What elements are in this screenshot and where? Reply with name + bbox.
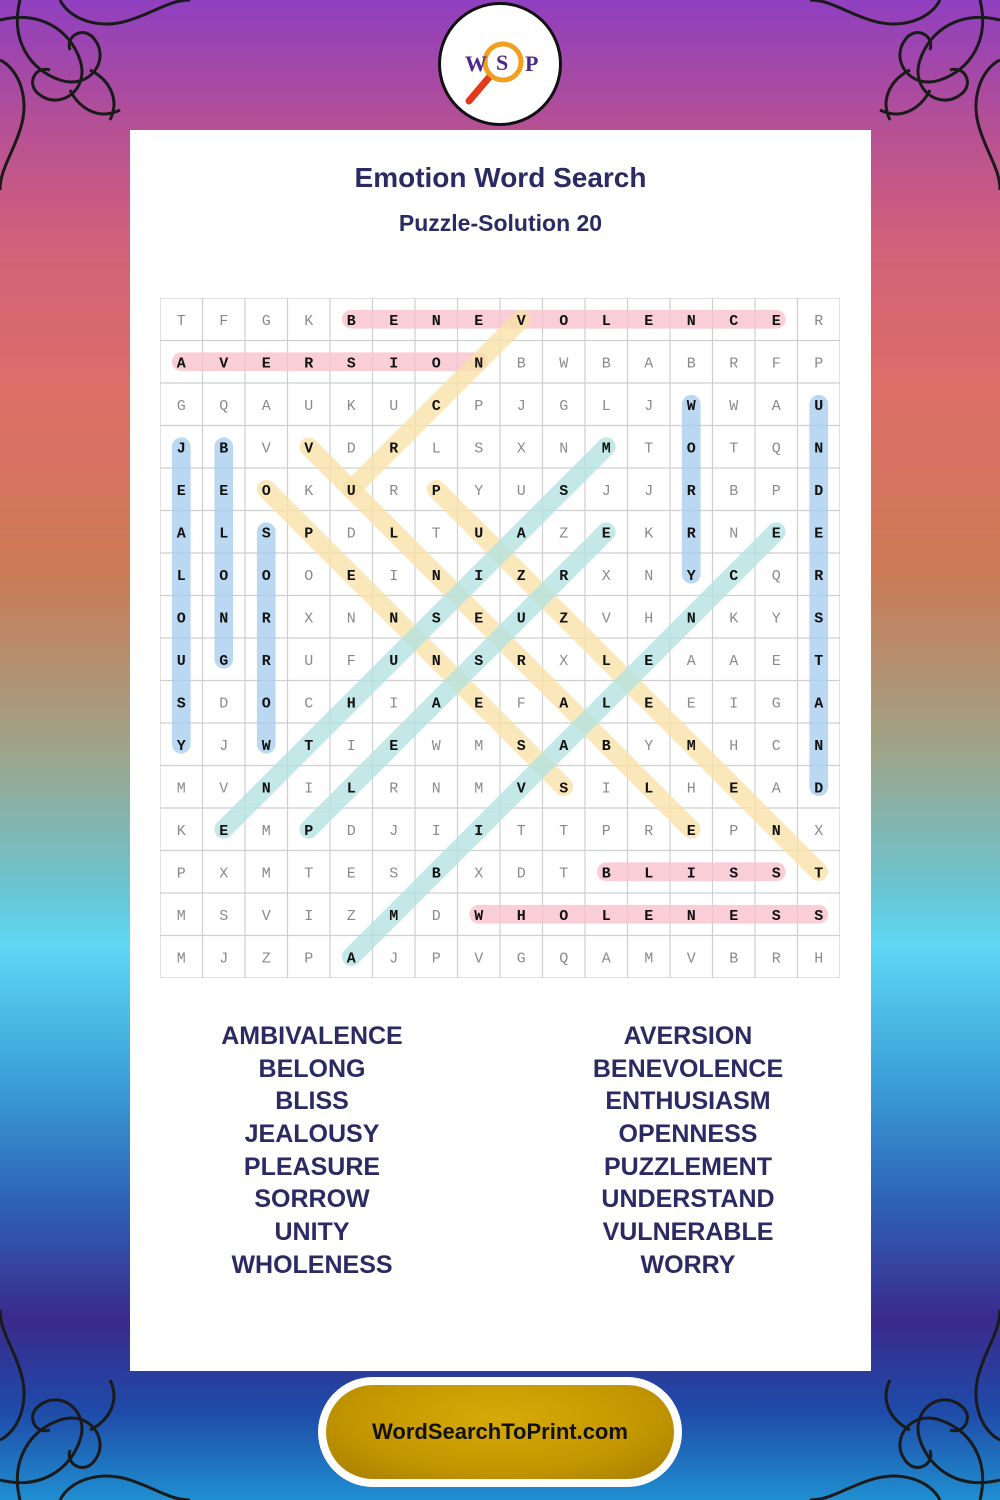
grid-letter: M [601, 440, 611, 458]
grid-letter: B [219, 440, 229, 458]
grid-letter: S [814, 610, 824, 628]
grid-letter: L [176, 567, 186, 585]
grid-letter: A [261, 397, 271, 415]
grid-letter: Y [771, 610, 781, 628]
grid-letter: D [516, 865, 526, 883]
grid-letter: D [346, 440, 356, 458]
grid-letter: T [304, 865, 314, 883]
grid-letter: X [474, 865, 484, 883]
grid-letter: A [516, 525, 526, 543]
grid-letter: J [219, 737, 229, 755]
grid-letter: S [474, 440, 484, 458]
footer-pill [318, 1377, 682, 1487]
grid-letter: L [644, 865, 654, 883]
grid-letter: A [771, 397, 781, 415]
grid-letter: I [346, 737, 356, 755]
grid-letter: L [346, 780, 356, 798]
word-list-item: AVERSION [623, 1022, 753, 1050]
grid-letter: J [644, 397, 654, 415]
grid-letter: R [771, 950, 781, 968]
grid-letter: A [771, 780, 781, 798]
grid-letter: J [601, 482, 611, 500]
grid-letter: M [176, 950, 186, 968]
grid-letter: B [729, 482, 739, 500]
word-search-grid [160, 298, 840, 978]
word-list-item: WORRY [640, 1250, 736, 1279]
grid-letter: W [431, 737, 441, 755]
grid-letter: E [261, 355, 271, 373]
word-list-item: WHOLENESS [231, 1250, 393, 1279]
page-subtitle: Puzzle-Solution 20 [398, 210, 603, 236]
grid-letter: M [474, 737, 484, 755]
grid-letter: E [389, 737, 399, 755]
grid-letter: R [516, 652, 526, 670]
grid-letter: X [304, 610, 314, 628]
grid-letter: N [431, 652, 441, 670]
grid-letter: E [814, 525, 824, 543]
grid-letter: O [261, 567, 271, 585]
grid-letter: N [814, 737, 824, 755]
grid-letter: P [431, 482, 441, 500]
grid-letter: X [601, 567, 611, 585]
grid-letter: E [474, 312, 484, 330]
grid-letter: B [601, 865, 611, 883]
grid-letter: T [729, 440, 739, 458]
grid-letter: E [176, 482, 186, 500]
grid-letter: N [431, 780, 441, 798]
grid-letter: E [686, 822, 696, 840]
grid-letter: Z [261, 950, 271, 968]
grid-letter: R [389, 780, 399, 798]
logo-letter-w: W [465, 51, 487, 76]
grid-letter: N [644, 567, 654, 585]
grid-letter: T [431, 525, 441, 543]
word-list-item: UNITY [274, 1218, 350, 1247]
grid-letter: E [389, 312, 399, 330]
grid-letter: O [431, 355, 441, 373]
grid-letter: F [346, 652, 356, 670]
grid-letter: C [729, 312, 739, 330]
grid-letter: R [559, 567, 569, 585]
word-list-item: PUZZLEMENT [603, 1152, 773, 1181]
grid-letter: H [346, 695, 356, 713]
grid-letter: E [346, 567, 356, 585]
grid-letter: O [559, 907, 569, 925]
word-list-left [122, 1020, 502, 1282]
grid-letter: J [516, 397, 526, 415]
grid-letter: I [686, 865, 696, 883]
grid-letter: L [601, 312, 611, 330]
grid-letter: D [346, 822, 356, 840]
grid-letter: P [729, 822, 739, 840]
grid-letter: S [814, 907, 824, 925]
grid-letter: E [474, 695, 484, 713]
grid-letter: S [176, 695, 186, 713]
grid-letter: W [559, 355, 569, 373]
grid-letter: I [389, 355, 399, 373]
grid-letter: K [304, 312, 314, 330]
grid-letter: V [686, 950, 696, 968]
grid-letter: O [219, 567, 229, 585]
grid-letter: V [516, 780, 526, 798]
grid-letter: C [304, 695, 314, 713]
grid-letter: L [601, 695, 611, 713]
grid-letter: U [346, 482, 356, 500]
grid-letter: I [729, 695, 739, 713]
grid-letter: V [304, 440, 314, 458]
grid-letter: S [559, 780, 569, 798]
grid-letter: P [431, 950, 441, 968]
grid-letter: E [644, 695, 654, 713]
grid-letter: U [814, 397, 824, 415]
grid-letter: S [771, 907, 781, 925]
grid-letter: E [601, 525, 611, 543]
grid-letter: Q [219, 397, 229, 415]
grid-letter: S [559, 482, 569, 500]
grid-letter: I [601, 780, 611, 798]
grid-letter: M [686, 737, 696, 755]
grid-letter: I [304, 907, 314, 925]
grid-letter: N [686, 610, 696, 628]
grid-letter: A [176, 525, 186, 543]
logo-letter-s: S [496, 50, 509, 75]
grid-letter: U [176, 652, 186, 670]
grid-letter: E [729, 780, 739, 798]
grid-letter: P [176, 865, 186, 883]
grid-letter: A [814, 695, 824, 713]
grid-letter: P [304, 822, 314, 840]
grid-letter: S [771, 865, 781, 883]
grid-letter: R [389, 440, 399, 458]
grid-letter: F [771, 355, 781, 373]
grid-letter: A [431, 695, 441, 713]
grid-letter: N [261, 780, 271, 798]
grid-letter: N [431, 567, 441, 585]
grid-letter: X [219, 865, 229, 883]
grid-letter: G [261, 312, 271, 330]
grid-letter: T [304, 737, 314, 755]
grid-letter: O [176, 610, 186, 628]
grid-letter: O [559, 312, 569, 330]
grid-letter: L [601, 397, 611, 415]
grid-letter: L [219, 525, 229, 543]
grid-letter: M [176, 780, 186, 798]
grid-letter: R [814, 312, 824, 330]
grid-letter: O [304, 567, 314, 585]
grid-letter: S [261, 525, 271, 543]
grid-letter: V [601, 610, 611, 628]
grid-letter: Y [176, 737, 186, 755]
grid-letter: R [686, 482, 696, 500]
grid-letter: S [474, 652, 484, 670]
grid-letter: Q [771, 440, 781, 458]
grid-letter: N [729, 525, 739, 543]
grid-letter: N [559, 440, 569, 458]
grid-letter: Z [516, 567, 526, 585]
grid-letter: Q [559, 950, 569, 968]
grid-letter: O [686, 440, 696, 458]
grid-letter: R [814, 567, 824, 585]
grid-letter: R [729, 355, 739, 373]
grid-letter: M [261, 865, 271, 883]
grid-letter: L [601, 652, 611, 670]
grid-letter: W [474, 907, 484, 925]
site-link-button[interactable]: WordSearchToPrint.com [326, 1385, 674, 1479]
word-list-item: PLEASURE [243, 1152, 381, 1181]
grid-letter: N [686, 312, 696, 330]
grid-letter: D [814, 482, 824, 500]
grid-letter: H [516, 907, 526, 925]
grid-letter: T [814, 652, 824, 670]
grid-letter: Y [686, 567, 696, 585]
grid-letter: N [814, 440, 824, 458]
grid-letter: Z [559, 525, 569, 543]
grid-letter: T [559, 822, 569, 840]
grid-letter: D [814, 780, 824, 798]
grid-letter: R [644, 822, 654, 840]
grid-letter: R [304, 355, 314, 373]
grid-letter: B [431, 865, 441, 883]
grid-letter: M [644, 950, 654, 968]
grid-letter: C [771, 737, 781, 755]
grid-letter: B [686, 355, 696, 373]
grid-letter: P [474, 397, 484, 415]
grid-letter: T [814, 865, 824, 883]
grid-letter: V [219, 355, 229, 373]
grid-letter: K [176, 822, 186, 840]
grid-letter: U [474, 525, 484, 543]
word-list-item: VULNERABLE [602, 1218, 774, 1247]
grid-letter: O [261, 482, 271, 500]
grid-letter: G [771, 695, 781, 713]
grid-letter: Y [644, 737, 654, 755]
grid-letter: W [261, 737, 271, 755]
grid-letter: B [729, 950, 739, 968]
grid-letter: N [771, 822, 781, 840]
grid-letter: E [644, 652, 654, 670]
grid-letter: N [686, 907, 696, 925]
grid-letter: U [389, 397, 399, 415]
grid-letter: D [346, 525, 356, 543]
grid-letter: J [219, 950, 229, 968]
grid-letter: E [219, 482, 229, 500]
puzzle-card [130, 130, 871, 1371]
grid-letter: E [644, 312, 654, 330]
grid-letter: Z [346, 907, 356, 925]
grid-letter: V [219, 780, 229, 798]
grid-letter: G [219, 652, 229, 670]
grid-letter: S [516, 737, 526, 755]
grid-letter: S [346, 355, 356, 373]
grid-letter: I [474, 822, 484, 840]
grid-letter: A [559, 695, 569, 713]
word-list-item: JEALOUSY [244, 1120, 380, 1149]
grid-letter: I [389, 567, 399, 585]
grid-letter: H [686, 780, 696, 798]
page-title: Emotion Word Search [354, 162, 647, 193]
grid-letter: P [771, 482, 781, 500]
grid-letter: R [389, 482, 399, 500]
grid-letter: X [516, 440, 526, 458]
grid-letter: L [389, 525, 399, 543]
grid-letter: U [304, 397, 314, 415]
word-list-item: BENEVOLENCE [592, 1054, 784, 1083]
grid-letter: T [644, 440, 654, 458]
grid-letter: E [771, 525, 781, 543]
grid-letter: G [176, 397, 186, 415]
grid-letter: E [729, 907, 739, 925]
grid-letter: S [729, 865, 739, 883]
grid-letter: P [601, 822, 611, 840]
grid-letter: F [219, 312, 229, 330]
grid-letter: T [176, 312, 186, 330]
grid-letter: I [389, 695, 399, 713]
word-list-item: ENTHUSIASM [605, 1087, 771, 1116]
grid-letter: B [346, 312, 356, 330]
grid-letter: D [431, 907, 441, 925]
grid-letter: V [261, 440, 271, 458]
site-logo[interactable] [438, 2, 562, 126]
grid-letter: J [389, 950, 399, 968]
grid-letter: R [261, 610, 271, 628]
grid-letter: S [389, 865, 399, 883]
grid-letter: N [219, 610, 229, 628]
grid-letter: G [559, 397, 569, 415]
grid-letter: I [304, 780, 314, 798]
grid-letter: K [346, 397, 356, 415]
grid-letter: A [686, 652, 696, 670]
grid-letter: N [474, 355, 484, 373]
grid-letter: M [261, 822, 271, 840]
grid-letter: W [729, 397, 739, 415]
grid-letter: J [176, 440, 186, 458]
grid-letter: B [601, 737, 611, 755]
grid-letter: L [644, 780, 654, 798]
grid-letter: Q [771, 567, 781, 585]
grid-letter: U [389, 652, 399, 670]
grid-letter: E [686, 695, 696, 713]
grid-letter: F [516, 695, 526, 713]
grid-letter: V [261, 907, 271, 925]
grid-letter: G [516, 950, 526, 968]
grid-letter: U [304, 652, 314, 670]
grid-letter: X [814, 822, 824, 840]
grid-letter: A [346, 950, 356, 968]
grid-letter: H [644, 610, 654, 628]
grid-letter: U [516, 610, 526, 628]
grid-letter: J [644, 482, 654, 500]
grid-letter: R [261, 652, 271, 670]
grid-letter: O [261, 695, 271, 713]
word-list-item: AMBIVALENCE [221, 1022, 403, 1050]
grid-letter: E [474, 610, 484, 628]
grid-letter: M [389, 907, 399, 925]
grid-letter: Y [474, 482, 484, 500]
word-list-item: BLISS [275, 1087, 349, 1116]
word-list-item: SORROW [254, 1185, 370, 1214]
grid-letter: P [814, 355, 824, 373]
grid-letter: J [389, 822, 399, 840]
grid-letter: N [389, 610, 399, 628]
grid-letter: S [431, 610, 441, 628]
grid-letter: A [601, 950, 611, 968]
word-list-item: OPENNESS [618, 1120, 758, 1149]
logo-letter-p: P [525, 51, 539, 76]
word-list-item: BELONG [258, 1054, 366, 1083]
word-list-item: UNDERSTAND [601, 1185, 775, 1214]
grid-letter: C [431, 397, 441, 415]
grid-letter: W [686, 397, 696, 415]
grid-canvas [160, 298, 840, 978]
grid-letter: K [644, 525, 654, 543]
grid-letter: B [516, 355, 526, 373]
grid-letter: V [516, 312, 526, 330]
grid-letter: A [644, 355, 654, 373]
grid-letter: E [771, 312, 781, 330]
grid-letter: B [601, 355, 611, 373]
grid-letter: L [601, 907, 611, 925]
grid-letter: E [346, 865, 356, 883]
grid-letter: R [686, 525, 696, 543]
grid-letter: K [729, 610, 739, 628]
grid-letter: P [304, 525, 314, 543]
grid-letter: A [729, 652, 739, 670]
grid-letter: P [304, 950, 314, 968]
grid-letter: T [516, 822, 526, 840]
grid-letter: Z [559, 610, 569, 628]
grid-letter: A [559, 737, 569, 755]
grid-letter: N [431, 312, 441, 330]
grid-letter: V [474, 950, 484, 968]
grid-letter: L [431, 440, 441, 458]
grid-letter: I [431, 822, 441, 840]
grid-letter: U [516, 482, 526, 500]
grid-letter: C [729, 567, 739, 585]
grid-letter: A [176, 355, 186, 373]
grid-letter: I [474, 567, 484, 585]
grid-letter: E [219, 822, 229, 840]
grid-letter: E [644, 907, 654, 925]
grid-letter: M [176, 907, 186, 925]
grid-letter: H [814, 950, 824, 968]
grid-letter: N [346, 610, 356, 628]
grid-letter: X [559, 652, 569, 670]
word-list-right [498, 1020, 878, 1282]
grid-letter: E [771, 652, 781, 670]
grid-letter: K [304, 482, 314, 500]
grid-letter: T [559, 865, 569, 883]
grid-letter: H [729, 737, 739, 755]
grid-letter: S [219, 907, 229, 925]
magnifier-icon [441, 5, 559, 123]
grid-letter: D [219, 695, 229, 713]
grid-letter: M [474, 780, 484, 798]
